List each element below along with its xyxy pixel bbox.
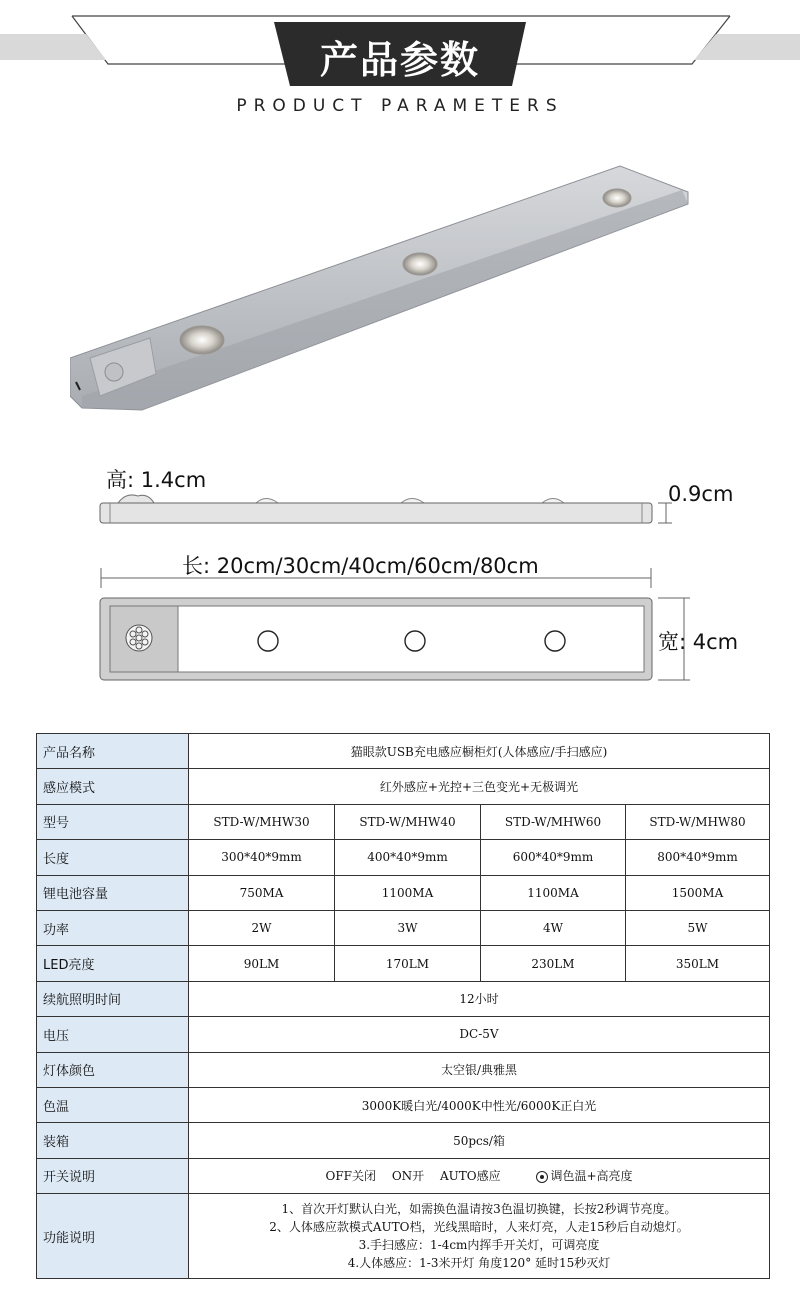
product-image bbox=[70, 160, 710, 420]
model-cell: STD-W/MHW80 bbox=[626, 804, 770, 839]
table-row bbox=[37, 1017, 770, 1052]
led-lens-3 bbox=[603, 189, 631, 207]
side-lens-bump bbox=[542, 499, 564, 504]
length-cell: 800*40*9mm bbox=[626, 840, 770, 875]
brightness-cell: 350LM bbox=[626, 946, 770, 981]
row-label-brightness: LED亮度 bbox=[37, 946, 189, 981]
row-label-voltage: 电压 bbox=[37, 1017, 189, 1052]
row-label-length: 长度 bbox=[37, 840, 189, 875]
packing-value: 50pcs/箱 bbox=[189, 1123, 770, 1158]
led-lens-1 bbox=[180, 326, 224, 354]
row-label-model: 型号 bbox=[37, 804, 189, 839]
row-label-packing: 装箱 bbox=[37, 1123, 189, 1158]
table-row bbox=[37, 875, 770, 910]
thickness-label: 0.9cm bbox=[668, 482, 734, 506]
model-cell: STD-W/MHW30 bbox=[189, 804, 335, 839]
top-view-drawing bbox=[96, 566, 696, 690]
table-row bbox=[37, 804, 770, 839]
battery-cell: 1500MA bbox=[626, 875, 770, 910]
banner-right-band bbox=[694, 34, 800, 60]
led-lens-2 bbox=[403, 253, 437, 275]
row-label-battery: 锂电池容量 bbox=[37, 875, 189, 910]
function-line: 4.人体感应：1-3米开灯 角度120° 延时15秒灭灯 bbox=[347, 1256, 611, 1271]
switch-description bbox=[189, 1158, 770, 1193]
battery-cell: 750MA bbox=[189, 875, 335, 910]
length-cell: 400*40*9mm bbox=[335, 840, 481, 875]
row-label-runtime: 续航照明时间 bbox=[37, 981, 189, 1016]
power-cell: 3W bbox=[335, 910, 481, 945]
switch-on-text: ON开 bbox=[391, 1169, 425, 1184]
function-line: 1、首次开灯默认白光，如需换色温请按3色温切换键，长按2秒调节亮度。 bbox=[281, 1202, 677, 1217]
row-label-color-temp: 色温 bbox=[37, 1087, 189, 1122]
battery-cell: 1100MA bbox=[481, 875, 626, 910]
table-row bbox=[37, 981, 770, 1016]
sensing-mode-value: 红外感应+光控+三色变光+无极调光 bbox=[189, 769, 770, 804]
row-label-body-color: 灯体颜色 bbox=[37, 1052, 189, 1087]
side-view-drawing bbox=[96, 490, 676, 530]
table-row bbox=[37, 910, 770, 945]
length-cell: 600*40*9mm bbox=[481, 840, 626, 875]
banner-left-band bbox=[0, 34, 106, 60]
page-header bbox=[0, 0, 800, 135]
power-cell: 4W bbox=[481, 910, 626, 945]
side-lens-bump bbox=[401, 499, 424, 504]
motion-sensor-icon bbox=[105, 363, 123, 381]
switch-dial-text: 调色温+高亮度 bbox=[550, 1169, 633, 1184]
width-label: 宽: 4cm bbox=[658, 630, 739, 654]
light-bar-edge bbox=[82, 190, 688, 410]
table-row bbox=[37, 1158, 770, 1193]
switch-dial-group bbox=[536, 1169, 632, 1183]
page-subtitle: PRODUCT PARAMETERS bbox=[236, 96, 564, 116]
spec-table bbox=[36, 733, 770, 1279]
honeycomb-sensor-icon bbox=[126, 625, 152, 651]
row-label-power: 功率 bbox=[37, 910, 189, 945]
power-cell: 5W bbox=[626, 910, 770, 945]
brightness-cell: 90LM bbox=[189, 946, 335, 981]
brightness-cell: 170LM bbox=[335, 946, 481, 981]
side-sensor-bump bbox=[118, 495, 154, 503]
table-row bbox=[37, 734, 770, 769]
voltage-value: DC-5V bbox=[189, 1017, 770, 1052]
table-row bbox=[37, 1087, 770, 1122]
function-description bbox=[189, 1194, 770, 1279]
brightness-cell: 230LM bbox=[481, 946, 626, 981]
table-row bbox=[37, 1123, 770, 1158]
row-label-name: 产品名称 bbox=[37, 734, 189, 769]
power-cell: 2W bbox=[189, 910, 335, 945]
length-cell: 300*40*9mm bbox=[189, 840, 335, 875]
color-temp-value: 3000K暖白光/4000K中性光/6000K正白光 bbox=[189, 1087, 770, 1122]
top-led-circle bbox=[545, 631, 565, 651]
top-led-circle bbox=[258, 631, 278, 651]
length-label: 长: 20cm/30cm/40cm/60cm/80cm bbox=[182, 554, 539, 578]
table-row bbox=[37, 840, 770, 875]
function-line: 2、人体感应款模式AUTO档，光线黑暗时，人来灯亮，人走15秒后自动熄灯。 bbox=[269, 1220, 689, 1235]
runtime-value: 12小时 bbox=[189, 981, 770, 1016]
model-cell: STD-W/MHW40 bbox=[335, 804, 481, 839]
side-lens-bump bbox=[256, 499, 278, 504]
function-line: 3.手扫感应：1-4cm内挥手开关灯，可调亮度 bbox=[358, 1238, 600, 1253]
model-cell: STD-W/MHW60 bbox=[481, 804, 626, 839]
body-color-value: 太空银/典雅黑 bbox=[189, 1052, 770, 1087]
table-row bbox=[37, 769, 770, 804]
row-label-mode: 感应模式 bbox=[37, 769, 189, 804]
battery-cell: 1100MA bbox=[335, 875, 481, 910]
top-led-circle bbox=[405, 631, 425, 651]
table-row bbox=[37, 1052, 770, 1087]
switch-off-text: OFF关闭 bbox=[325, 1169, 376, 1184]
row-label-function: 功能说明 bbox=[37, 1194, 189, 1279]
row-label-switch: 开关说明 bbox=[37, 1158, 189, 1193]
table-row bbox=[37, 1194, 770, 1279]
height-label: 高: 1.4cm bbox=[106, 468, 207, 492]
dial-icon bbox=[536, 1171, 548, 1183]
table-row bbox=[37, 946, 770, 981]
side-bar bbox=[100, 503, 652, 523]
page-title: 产品参数 bbox=[319, 37, 480, 82]
switch-auto-text: AUTO感应 bbox=[439, 1169, 501, 1184]
product-name-value: 猫眼款USB充电感应橱柜灯(人体感应/手扫感应) bbox=[189, 734, 770, 769]
